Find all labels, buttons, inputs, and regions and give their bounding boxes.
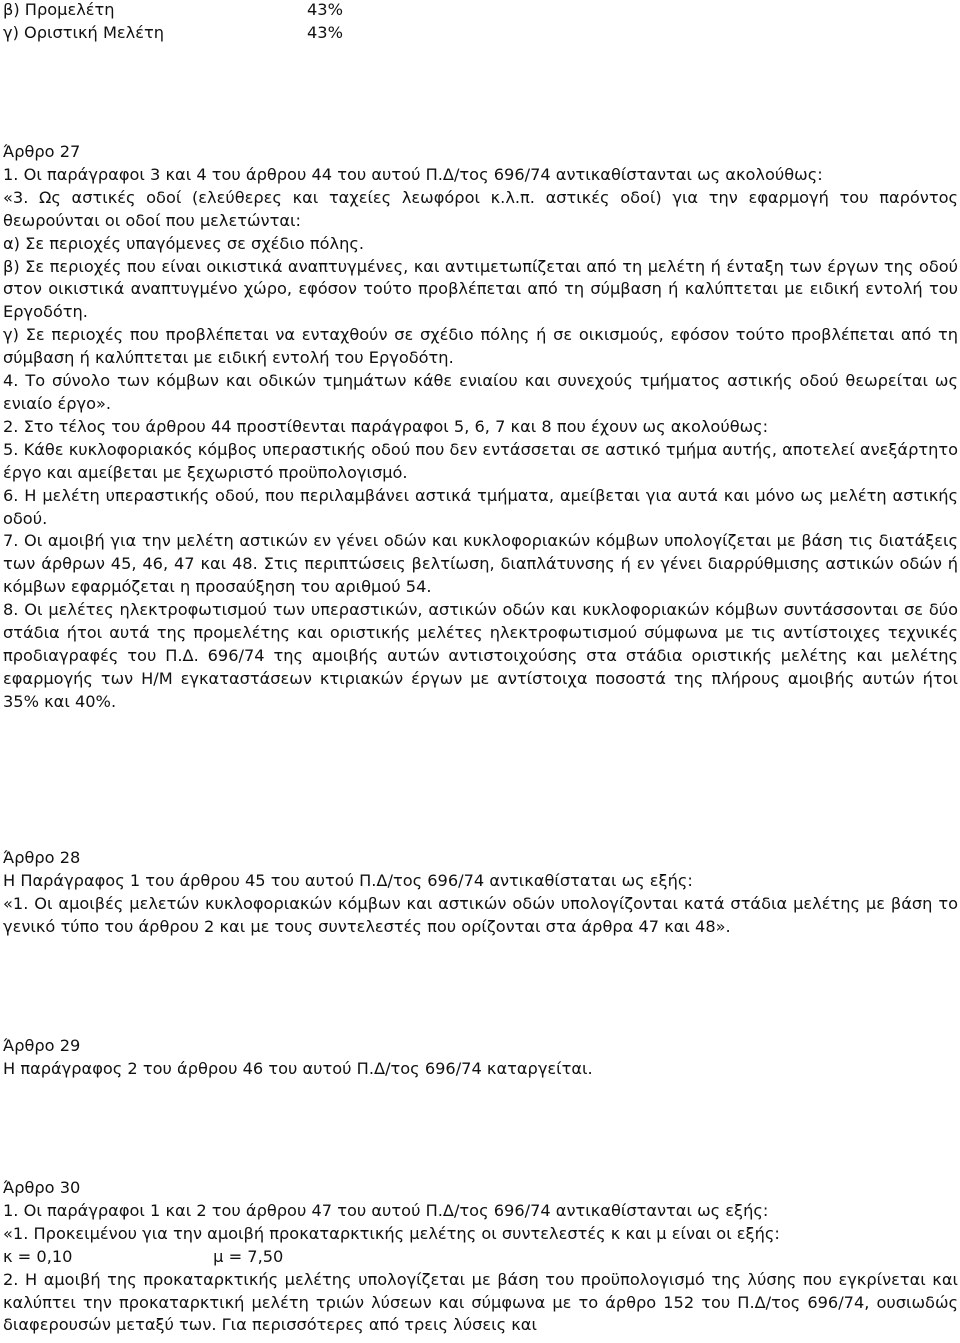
article-paragraph: 2. Η αμοιβή της προκαταρκτικής μελέτης υπολογίζεται με βάση του προϋπολογισμό της λύσης που εγκρίνεται και καλύπτει την προκαταρκτική μελέτη τριών λύσεων και σύμφωνα με το άρθρο 152 του Π.Δ/τος 696/74, ουσιωδώς διαφερουσών μεταξύ των. Για περισσότερες από τρεις λύσεις και xyxy=(3,1269,958,1335)
article-paragraph: Η παράγραφος 2 του άρθρου 46 του αυτού Π.Δ/τος 696/74 καταργείται. xyxy=(3,1058,593,1078)
article-paragraph: 4. Το σύνολο των κόμβων και οδικών τμημάτων κάθε ενιαίου και συνεχούς τμήματος αστικής οδού θεωρείται ως ενιαίο έργο». xyxy=(3,371,958,413)
fee-row-label: γ) Οριστική Μελέτη xyxy=(3,22,165,42)
fee-percentage-list xyxy=(3,0,363,45)
article-paragraph: 6. Η μελέτη υπεραστικής οδού, που περιλαμβάνει αστικά τμήματα, αμείβεται για αυτά και μόνο ως μελέτη αστικής οδού. xyxy=(3,485,958,528)
article-paragraph: β) Σε περιοχές που είναι οικιστικά αναπτυγμένες, και αντιμετωπίζεται από τη μελέτη ή ένταξη των έργων της οδού στον οικιστικά αναπτυγμένο χώρο, εφόσον τούτο προβλέπεται από τη σύμβαση ή καλύπτεται με ειδική εντολή του Εργοδότη. xyxy=(3,256,958,322)
article-paragraph: Η Παράγραφος 1 του άρθρου 45 του αυτού Π.Δ/τος 696/74 αντικαθίσταται ως εξής: xyxy=(3,870,693,890)
fee-row-final xyxy=(3,22,363,45)
article-paragraph: «1. Προκειμένου για την αμοιβή προκαταρκτικής μελέτης οι συντελεστές κ και μ είναι οι εξής: xyxy=(3,1223,780,1243)
article-heading: Άρθρο 30 xyxy=(3,1178,81,1197)
coefficient-k: κ = 0,10 xyxy=(3,1246,73,1266)
fee-row-value: 43% xyxy=(307,22,343,42)
fee-row-preliminary xyxy=(3,0,363,22)
article-paragraph: 5. Κάθε κυκλοφοριακός κόμβος υπεραστικής οδού που δεν εντάσσεται σε αστικό τμήμα αυτής, αποτελεί ανεξάρτητο έργο και αμείβεται με ξεχωριστό προϋπολογισμό. xyxy=(3,439,958,482)
coefficient-m: μ = 7,50 xyxy=(213,1246,284,1266)
article-30 xyxy=(3,1177,958,1337)
fee-row-value: 43% xyxy=(307,0,343,19)
article-heading: Άρθρο 29 xyxy=(3,1036,81,1055)
article-paragraph: «1. Οι αμοιβές μελετών κυκλοφοριακών κόμβων και αστικών οδών υπολογίζονται κατά στάδια μελέτης με βάση το γενικό τύπο του άρθρου 2 και με τους συντελεστές που ορίζονται στα άρθρα 47 και 48». xyxy=(3,893,958,936)
article-paragraph: 1. Οι παράγραφοι 1 και 2 του άρθρου 47 του αυτού Π.Δ/τος 696/74 αντικαθίστανται ως εξής: xyxy=(3,1200,769,1220)
coefficient-row xyxy=(3,1246,958,1269)
article-paragraph: γ) Σε περιοχές που προβλέπεται να ενταχθούν σε σχέδιο πόλης ή σε οικισμούς, εφόσον τούτο προβλέπεται από τη σύμβαση ή καλύπτεται με ειδική εντολή του Εργοδότη. xyxy=(3,325,958,368)
article-paragraph: 8. Οι μελέτες ηλεκτροφωτισμού των υπεραστικών, αστικών οδών και κυκλοφοριακών κόμβων συντάσσονται σε δύο στάδια ήτοι αυτά της προμελέτης και οριστικής μελέτες ηλεκτροφωτισμού σύμφωνα με τις αντίστοιχες τεχνικές προδιαγραφές του Π.Δ. 696/74 της αμοιβής αυτών αντιστοιχούσης στα στάδια οριστικής μελέτης και μελέτης εφαρμογής των Η/Μ εγκαταστάσεων κτιριακών έργων με αντίστοιχα ποσοστά της πλήρους αμοιβής αυτών ήτοι 35% και 40%. xyxy=(3,600,958,711)
article-paragraph: 7. Οι αμοιβή για την μελέτη αστικών εν γένει οδών και κυκλοφοριακών κόμβων υπολογίζεται με βάση τις διατάξεις των άρθρων 45, 46, 47 και 48. Στις περιπτώσεις βελτίωση, διαπλάτυνσης ή εν γένει διαρρύθμισης αστικών οδών ή κόμβων εφαρμόζεται η προσαύξηση του αριθμού 54. xyxy=(3,531,958,597)
article-paragraph: 2. Στο τέλος του άρθρου 44 προστίθενται παράγραφοι 5, 6, 7 και 8 που έχουν ως ακολούθως: xyxy=(3,416,769,436)
article-paragraph: α) Σε περιοχές υπαγόμενες σε σχέδιο πόλης. xyxy=(3,233,364,253)
article-28 xyxy=(3,847,958,939)
article-29 xyxy=(3,1035,958,1081)
article-heading: Άρθρο 28 xyxy=(3,848,81,867)
article-27 xyxy=(3,141,958,714)
fee-row-label: β) Προμελέτη xyxy=(3,0,115,19)
article-paragraph: «3. Ως αστικές οδοί (ελεύθερες και ταχείες λεωφόροι κ.λ.π. αστικές οδοί) για την εφαρμογή του παρόντος θεωρούνται οι οδοί που μελετώνται: xyxy=(3,187,958,230)
article-heading: Άρθρο 27 xyxy=(3,142,81,161)
article-paragraph: 1. Οι παράγραφοι 3 και 4 του άρθρου 44 του αυτού Π.Δ/τος 696/74 αντικαθίστανται ως ακολούθως: xyxy=(3,164,823,184)
